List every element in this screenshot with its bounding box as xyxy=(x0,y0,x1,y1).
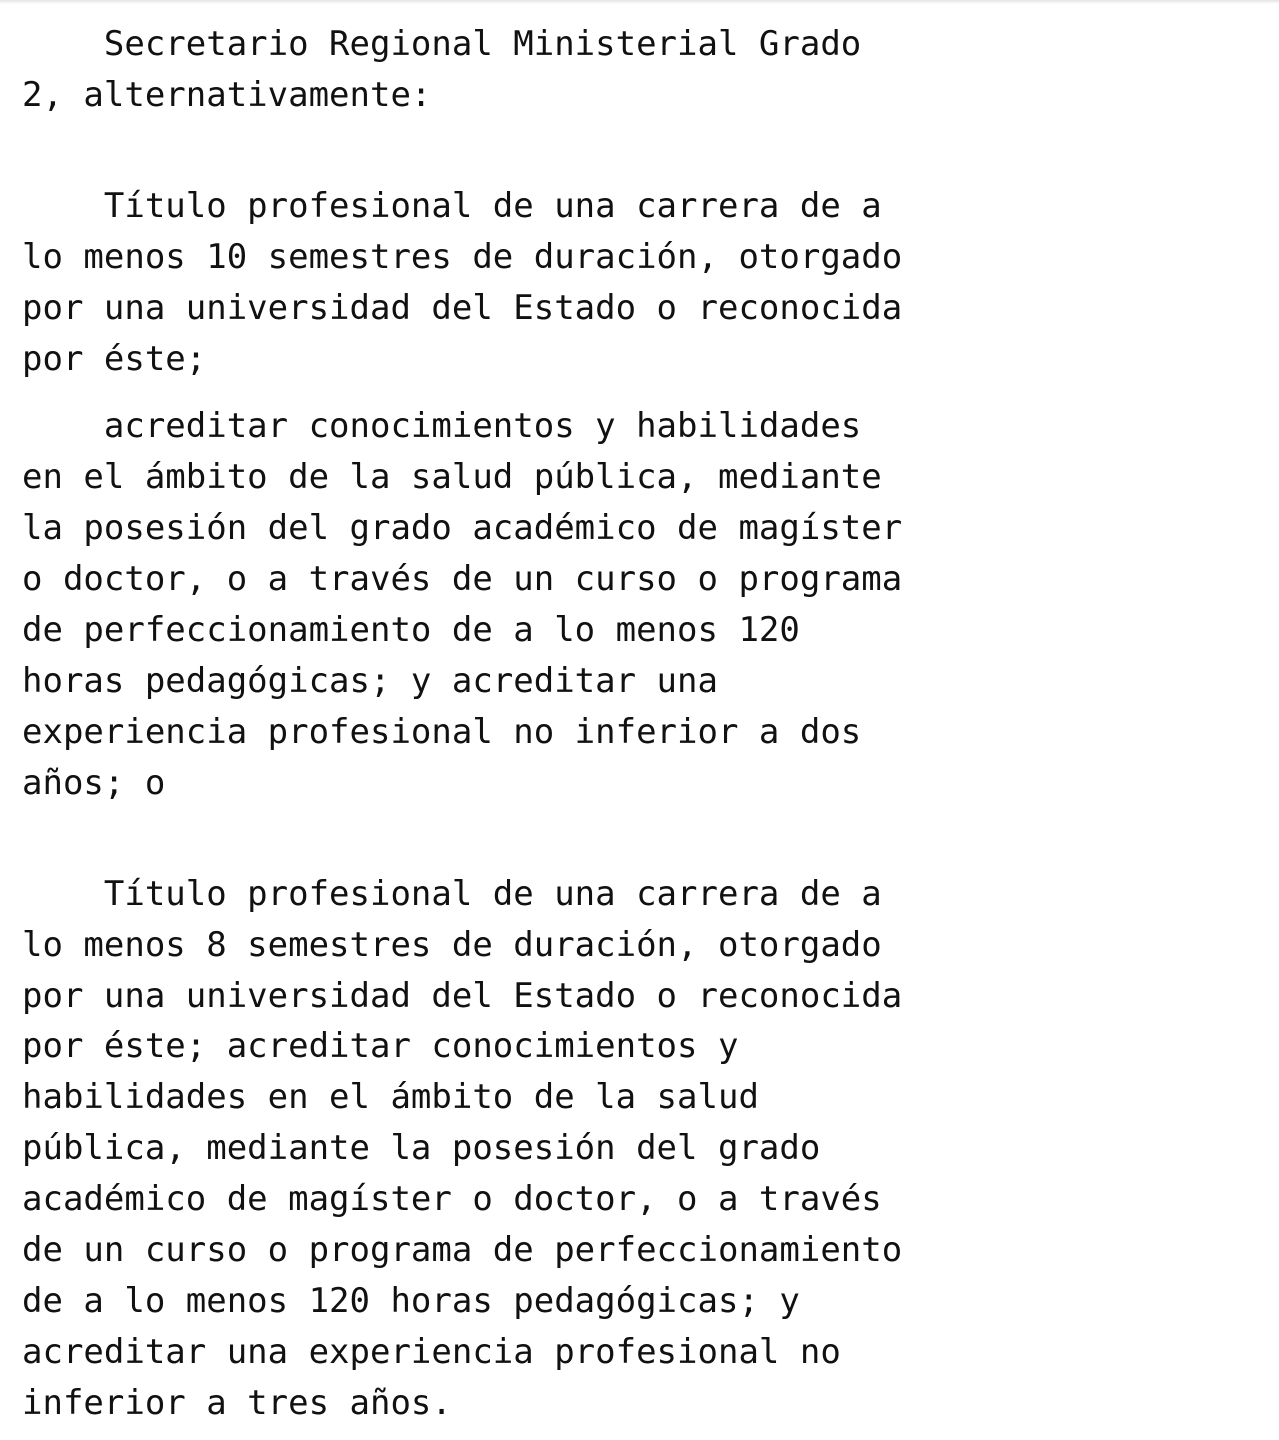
top-edge-shadow xyxy=(0,0,1279,4)
paragraph-spacer xyxy=(22,384,922,401)
paragraph-spacer xyxy=(22,121,922,181)
paragraph-heading: Secretario Regional Ministerial Grado 2, alternativamente: xyxy=(22,24,862,115)
paragraph-option-2: Título profesional de una carrera de a lo menos 8 semestres de duración, otorgado por una universidad del Estado o reconocida por éste; acreditar conocimientos y habilidades en el ámbito de la salud pública, mediante la posesión del grado académico de magíster o doctor, o a través de un curso o programa de perfeccionamiento de a lo menos 120 horas pedagógicas; y acreditar una experiencia profesional no inferior a tres años. xyxy=(22,873,903,1423)
paragraph-spacer xyxy=(22,809,922,869)
paragraph-option-1-title: Título profesional de una carrera de a lo menos 10 semestres de duración, otorgado por una universidad del Estado o reconocida por éste; xyxy=(22,185,903,379)
paragraph-option-1-requirements: acreditar conocimientos y habilidades en el ámbito de la salud pública, mediante la posesión del grado académico de magíster o doctor, o a través de un curso o programa de perfeccionamiento de a lo menos 120 horas pedagógicas; y acreditar una experiencia profesional no inferior a dos años; o xyxy=(22,406,903,803)
document-text xyxy=(22,19,922,1429)
